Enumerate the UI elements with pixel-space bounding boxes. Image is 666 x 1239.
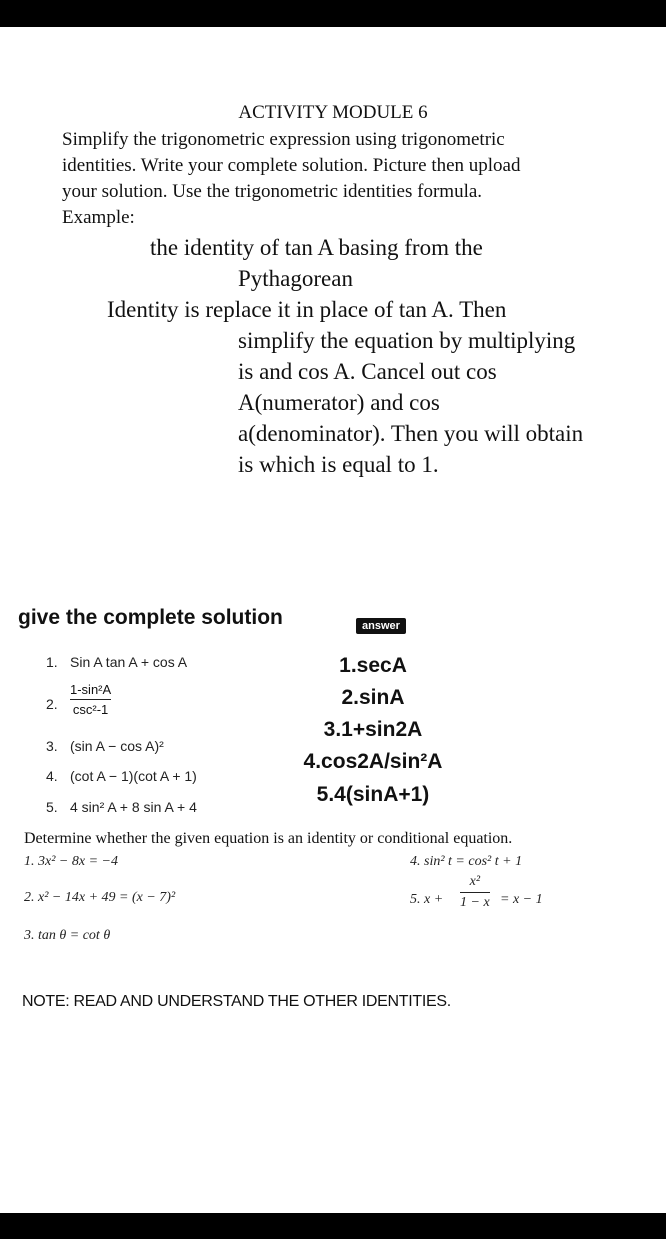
example-line-1: the identity of tan A basing from the xyxy=(150,235,483,260)
instruction-line-3: your solution. Use the trigonometric identities formula. xyxy=(62,181,483,202)
answer-2: 2.sinA xyxy=(341,686,405,709)
question-number-5: 5. xyxy=(46,799,58,815)
question-2-numerator: 1-sin²A xyxy=(70,682,112,697)
instruction-line-1: Simplify the trigonometric expression using trigonometric xyxy=(62,129,505,150)
instruction-line-2: identities. Write your complete solution. Picture then upload xyxy=(62,155,521,176)
answer-3: 3.1+sin2A xyxy=(323,718,423,741)
answer-1: 1.secA xyxy=(339,654,407,677)
example-line-4: simplify the equation by multiplying xyxy=(238,328,576,353)
note-text: NOTE: READ AND UNDERSTAND THE OTHER IDENTITIES. xyxy=(22,993,451,1010)
question-4: (cot A − 1)(cot A + 1) xyxy=(70,768,197,784)
fraction-bar xyxy=(460,892,490,893)
top-black-bar xyxy=(0,0,666,27)
equation-5-numerator: x² xyxy=(469,874,481,889)
equation-4: 4. sin² t = cos² t + 1 xyxy=(410,854,523,869)
answer-badge: answer xyxy=(356,618,406,634)
module-title: ACTIVITY MODULE 6 xyxy=(238,102,428,123)
equation-2: 2. x² − 14x + 49 = (x − 7)² xyxy=(24,890,176,905)
determine-title: Determine whether the given equation is an identity or conditional equation. xyxy=(24,830,513,847)
equation-5-denominator: 1 − x xyxy=(460,895,490,910)
answer-4: 4.cos2A/sin²A xyxy=(303,750,443,773)
question-2-fraction xyxy=(70,682,111,717)
answer-5: 5.4(sinA+1) xyxy=(316,783,430,806)
example-line-8: is which is equal to 1. xyxy=(238,452,439,477)
example-line-2: Pythagorean xyxy=(238,266,353,291)
question-number-3: 3. xyxy=(46,738,58,754)
question-number-2: 2. xyxy=(46,696,58,712)
question-number-4: 4. xyxy=(46,768,58,784)
equation-5-fraction xyxy=(460,874,490,911)
question-number-1: 1. xyxy=(46,654,58,670)
fraction-bar xyxy=(70,699,111,700)
example-line-7: a(denominator). Then you will obtain xyxy=(238,421,584,446)
question-2-denominator: csc²-1 xyxy=(72,702,109,717)
example-label: Example: xyxy=(62,207,135,228)
question-5: 4 sin² A + 8 sin A + 4 xyxy=(70,799,197,815)
question-1: Sin A tan A + cos A xyxy=(70,654,188,670)
question-3: (sin A − cos A)² xyxy=(70,738,164,754)
equation-1: 1. 3x² − 8x = −4 xyxy=(24,854,118,869)
equation-3: 3. tan θ = cot θ xyxy=(24,928,111,943)
section-heading: give the complete solution xyxy=(18,606,283,629)
equation-5-suffix: = x − 1 xyxy=(500,892,543,907)
bottom-black-bar xyxy=(0,1213,666,1239)
example-line-6: A(numerator) and cos xyxy=(238,390,440,415)
equation-5-prefix: 5. x + xyxy=(410,892,444,907)
example-line-3: Identity is replace it in place of tan A. Then xyxy=(107,297,507,322)
example-line-5: is and cos A. Cancel out cos xyxy=(238,359,497,384)
